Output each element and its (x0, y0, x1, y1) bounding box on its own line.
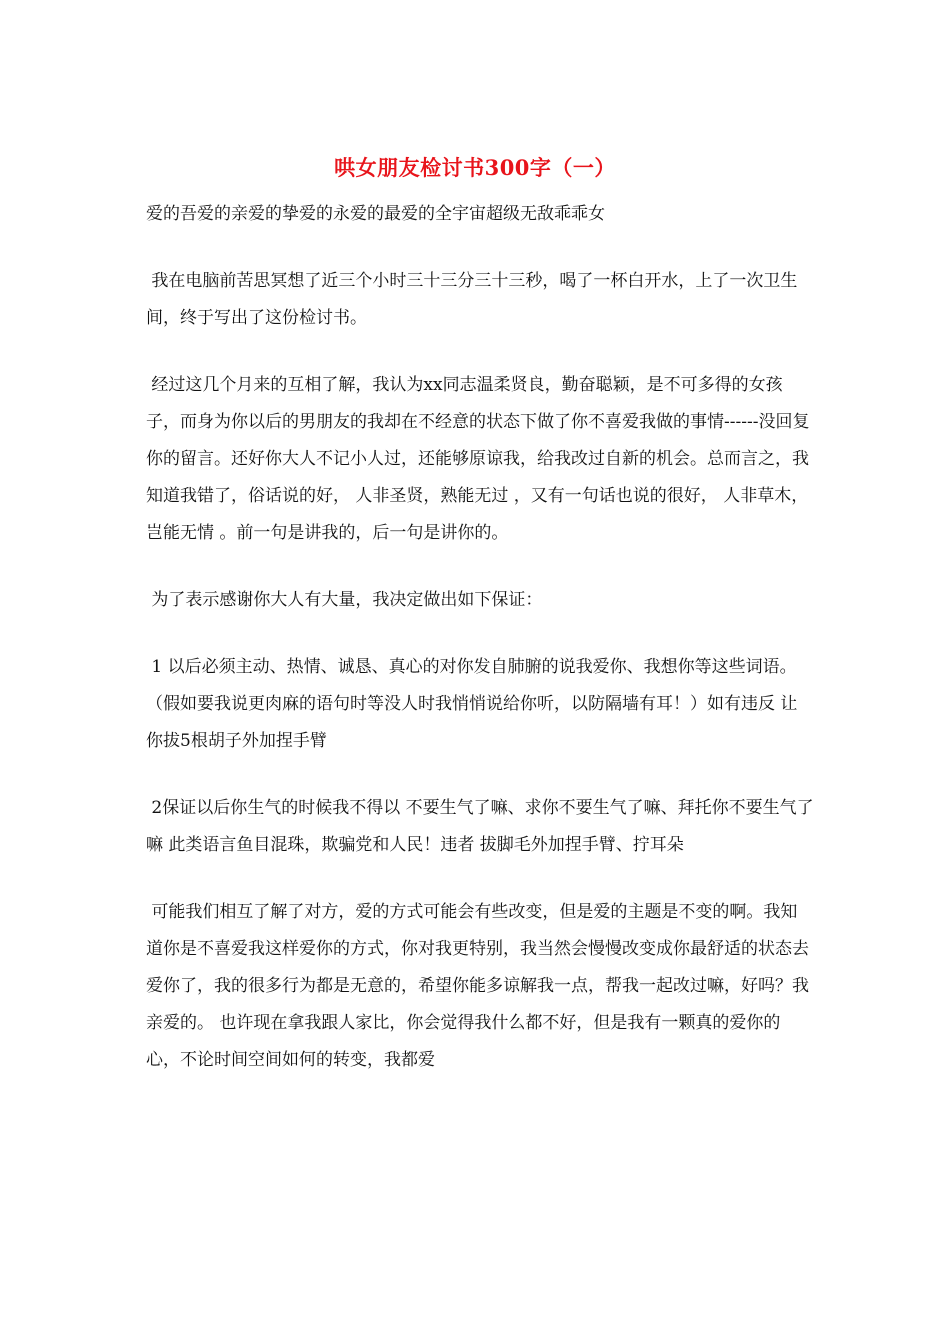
body-paragraph: 为了表示感谢你大人有大量，我决定做出如下保证： (146, 590, 543, 610)
body-paragraph: 我在电脑前苦思冥想了近三个小时三十三分三十三秒，喝了一杯白开水，上了一次卫生间，终于写出了这份检讨书。 (146, 271, 798, 328)
document-body (146, 196, 814, 1079)
body-paragraph: 经过这几个月来的互相了解，我认为xx同志温柔贤良，勤奋聪颖，是不可多得的女孩子，而身为你以后的男朋友的我却在不经意的状态下做了你不喜爱我做的事情------没回复你的留言。还好你大人不记小人过，还能够原谅我，给我改过自新的机会。总而言之，我知道我错了，俗话说的好， 人非圣贤，熟能无过 ，又有一句话也说的很好， 人非草木，岂能无情 。前一句是讲我的，后一句是讲你的。 (146, 375, 810, 543)
promise-item: 2保证以后你生气的时候我不得以 不要生气了嘛、求你不要生气了嘛、拜托你不要生气了嘛 此类语言鱼目混珠，欺骗党和人民！违者 拔脚毛外加捏手臂、拧耳朵 (146, 798, 814, 855)
body-paragraph: 可能我们相互了解了对方，爱的方式可能会有些改变，但是爱的主题是不变的啊。我知道你是不喜爱我这样爱你的方式，你对我更特别，我当然会慢慢改变成你最舒适的状态去爱你了，我的很多行为都是无意的，希望你能多谅解我一点，帮我一起改过嘛，好吗？我亲爱的。 也许现在拿我跟人家比，你会觉得我什么都不好，但是我有一颗真的爱你的心，不论时间空间如何的转变，我都爱 (146, 902, 809, 1070)
promise-item: 1 以后必须主动、热情、诚恳、真心的对你发自肺腑的说我爱你、我想你等这些词语。（假如要我说更肉麻的语句时等没人时我悄悄说给你听，以防隔墙有耳！）如有违反 让你拔5根胡子外加捏手臂 (146, 657, 798, 751)
document-title: 哄女朋友检讨书300字（一） (334, 155, 616, 180)
greeting-paragraph: 爱的吾爱的亲爱的挚爱的永爱的最爱的全宇宙超级无敌乖乖女 (146, 204, 605, 224)
